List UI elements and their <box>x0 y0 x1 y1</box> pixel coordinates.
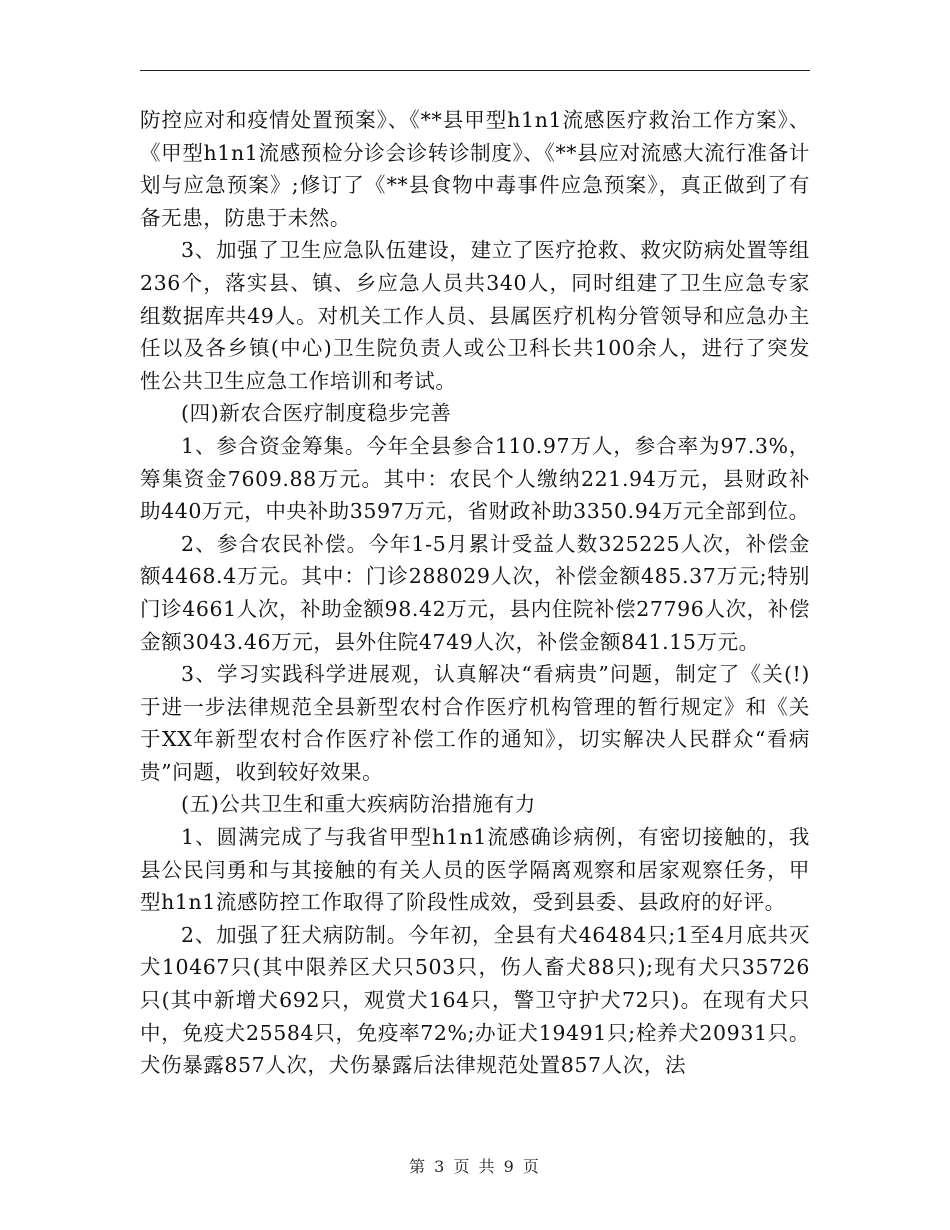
paragraph-compensation: 2、参合农民补偿。今年1-5月累计受益人数325225人次，补偿金额4468.4万元。其中：门诊288029人次，补偿金额485.37万元;特别门诊4661人次，补助金额98.42万元，县内住院补偿27796人次，补偿金额3043.46万元，县外住院4749人次，补偿金额841.15万元。 <box>140 531 810 654</box>
paragraph-fund-raising: 1、参合资金筹集。今年全县参合110.97万人，参合率为97.3%，筹集资金7609.88万元。其中：农民个人缴纳221.94万元，县财政补助440万元，中央补助3597万元，省财政补助3350.94万元全部到位。 <box>140 433 810 524</box>
section-heading-5: (五)公共卫生和重大疾病防治措施有力 <box>181 792 536 817</box>
paragraph-plan-list: 防控应对和疫情处置预案》、《**县甲型h1n1流感医疗救治工作方案》、《甲型h1n1流感预检分诊会诊转诊制度》、《**县应对流感大流行准备计划与应急预案》;修订了《**县食物中毒事件应急预案》，真正做到了有备无患，防患于未然。 <box>140 108 810 230</box>
document-body <box>140 104 810 1082</box>
paragraph-rabies: 2、加强了狂犬病防制。今年初，全县有犬46484只;1至4月底共灭犬10467只(其中限养区犬只503只，伤人畜犬88只);现有犬只35726只(其中新增犬692只，观赏犬164只，警卫守护犬72只)。在现有犬只中，免疫犬25584只，免疫率72%;办证犬19491只;栓养犬20931只。犬伤暴露857人次，犬伤暴露后法律规范处置857人次，法 <box>140 922 810 1078</box>
header-rule <box>140 70 810 71</box>
paragraph-h1n1: 1、圆满完成了与我省甲型h1n1流感确诊病例，有密切接触的，我县公民闫勇和与其接触的有关人员的医学隔离观察和居家观察任务，甲型h1n1流感防控工作取得了阶段性成效，受到县委、县政府的好评。 <box>140 825 810 915</box>
paragraph-policy: 3、学习实践科学进展观，认真解决“看病贵”问题，制定了《关(!)于进一步法律规范全县新型农村合作医疗机构管理的暂行规定》和《关于XX年新型农村合作医疗补偿工作的通知》，切实解决人民群众“看病贵”问题，收到较好效果。 <box>140 662 810 784</box>
page-number: 第 3 页 共 9 页 <box>409 1157 541 1176</box>
paragraph-emergency-team: 3、加强了卫生应急队伍建设，建立了医疗抢救、救灾防病处置等组236个，落实县、镇、乡应急人员共340人，同时组建了卫生应急专家组数据库共49人。对机关工作人员、县属医疗机构分管领导和应急办主任以及各乡镇(中心)卫生院负责人或公卫科长共100余人，进行了突发性公共卫生应急工作培训和考试。 <box>140 238 810 393</box>
section-heading-4: (四)新农合医疗制度稳步完善 <box>181 401 452 426</box>
